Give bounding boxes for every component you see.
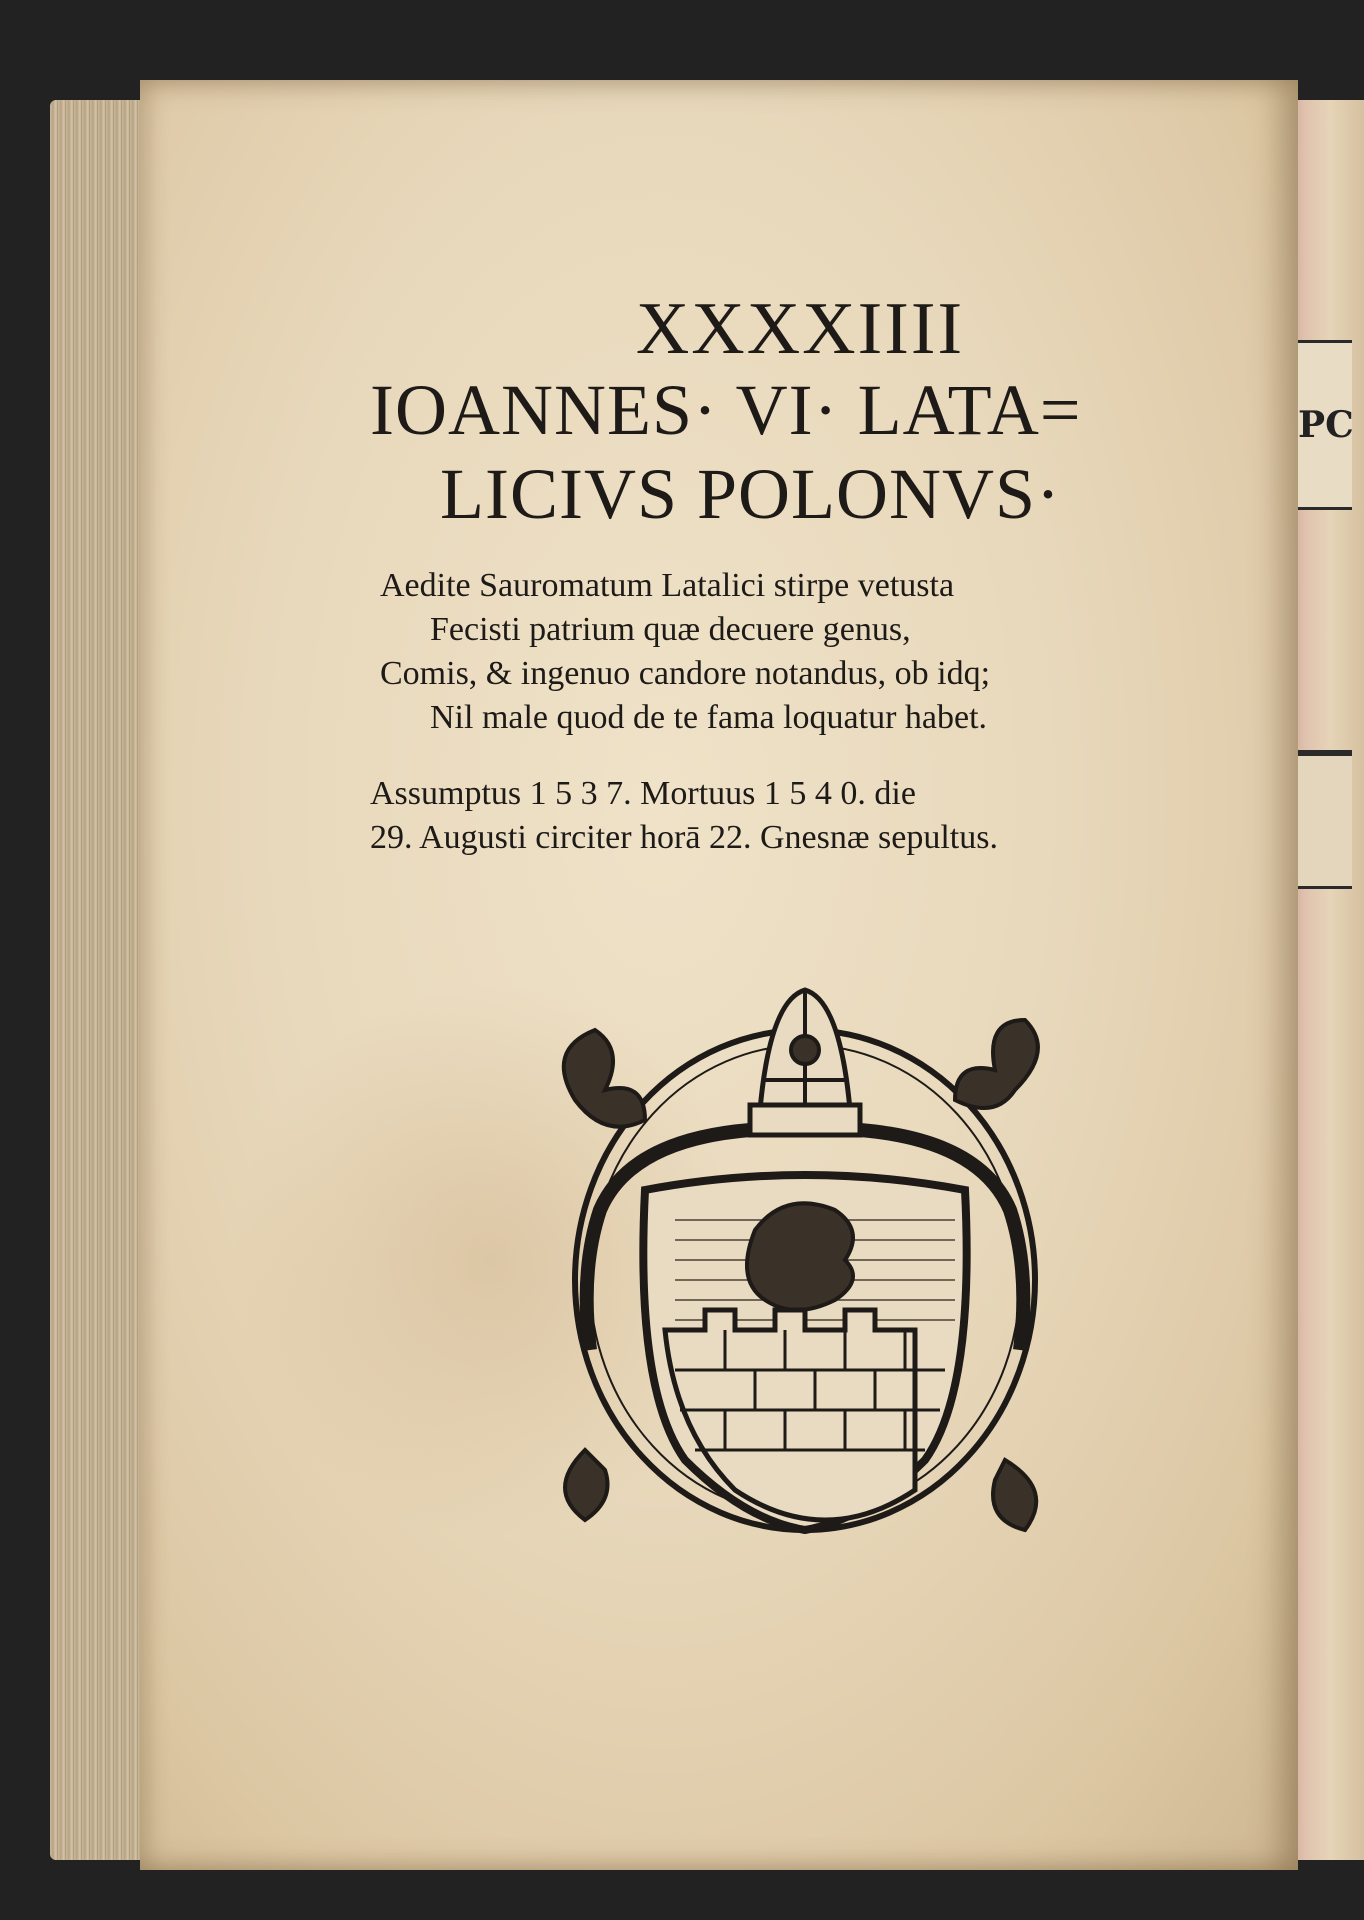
verse-line: Aedite Sauromatum Latalici stirpe vetusta [380,567,955,604]
entry-name-line-2: LICIVS POLONVS· [440,454,1062,534]
verse-line: Fecisti patrium quæ decuere genus, [430,611,911,648]
open-book [40,80,1364,1880]
dates-line-1: Assumptus 1 5 3 7. Mortuus 1 5 4 0. die [370,775,916,812]
next-page-heading-fragment: PC [1298,404,1354,446]
dates-note [370,772,1230,860]
entry-number: XXXXIIII [635,288,965,370]
dates-line-2: 29. Augusti circiter horā 22. Gnesnæ sepultus. [370,819,998,856]
epigram-verse [330,564,1230,740]
coat-of-arms-woodcut-icon [535,980,1075,1540]
verse-line: Nil male quod de te fama loquatur habet. [430,699,988,736]
next-page-border-strip [1296,750,1352,889]
page-text [330,210,1230,860]
entry-name-line-1: IOANNES· VI· LATA= [370,370,1082,450]
next-page-heading-strip [1292,340,1352,510]
verse-line: Comis, & ingenuo candore notandus, ob idq; [380,655,991,692]
